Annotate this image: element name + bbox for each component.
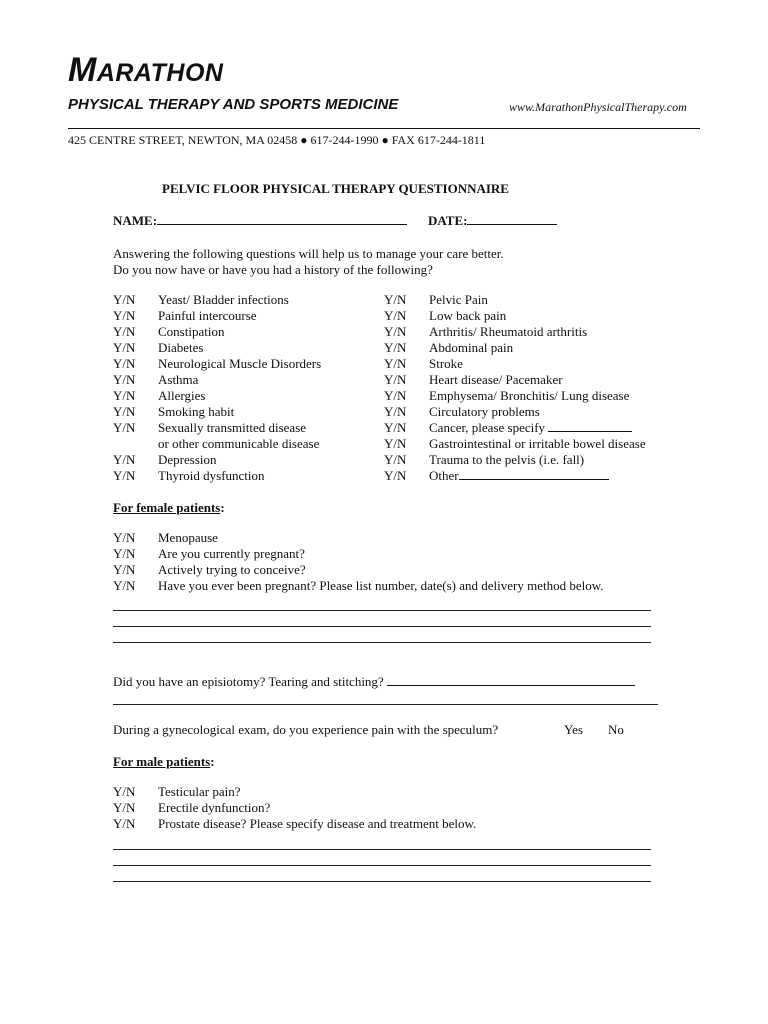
- intro-line-1: Answering the following questions will help us to manage your care better.: [113, 246, 504, 261]
- female-item-label: Menopause: [158, 530, 218, 545]
- male-section-heading: [113, 754, 215, 770]
- history-item: [113, 436, 321, 452]
- history-item-label: Emphysema/ Bronchitis/ Lung disease: [429, 388, 630, 403]
- history-item: [113, 452, 321, 468]
- history-item-label: Sexually transmitted disease: [158, 420, 307, 435]
- history-item: [384, 436, 646, 452]
- episiotomy-answer-blank[interactable]: [387, 674, 635, 686]
- yn-choice[interactable]: Y/N: [113, 468, 136, 483]
- yn-choice[interactable]: Y/N: [113, 816, 136, 831]
- yn-choice[interactable]: Y/N: [384, 292, 407, 307]
- yn-choice[interactable]: Y/N: [113, 800, 136, 815]
- website-link[interactable]: www.MarathonPhysicalTherapy.com: [509, 100, 687, 114]
- yn-choice[interactable]: Y/N: [384, 420, 407, 435]
- prostate-answer-line-3[interactable]: [113, 881, 651, 882]
- episiotomy-question: [113, 674, 635, 690]
- history-item-label: Asthma: [158, 372, 199, 387]
- history-item-label: Gastrointestinal or irritable bowel disease: [429, 436, 646, 451]
- history-item: [384, 388, 646, 404]
- history-item: [113, 340, 321, 356]
- history-item-label: Painful intercourse: [158, 308, 257, 323]
- pregnancy-answer-line-2[interactable]: [113, 626, 651, 627]
- history-item: [113, 308, 321, 324]
- name-field[interactable]: [113, 213, 407, 229]
- history-item-label: Allergies: [158, 388, 206, 403]
- yn-choice[interactable]: Y/N: [113, 308, 136, 323]
- history-item-label: Other: [429, 468, 459, 483]
- brand-initial: M: [68, 51, 97, 89]
- yn-choice[interactable]: Y/N: [113, 784, 136, 799]
- yn-choice[interactable]: Y/N: [384, 340, 407, 355]
- yn-choice[interactable]: Y/N: [384, 324, 407, 339]
- prostate-answer-line-1[interactable]: [113, 849, 651, 850]
- clinic-address: 425 CENTRE STREET, NEWTON, MA 02458 ● 617-244-1990 ● FAX 617-244-1811: [68, 133, 486, 147]
- history-item: [384, 420, 646, 436]
- history-item: [113, 404, 321, 420]
- yn-choice[interactable]: Y/N: [113, 530, 136, 545]
- male-item-label: Prostate disease? Please specify disease and treatment below.: [158, 816, 477, 831]
- history-item-label: or other communicable disease: [158, 436, 320, 451]
- history-item-label: Trauma to the pelvis (i.e. fall): [429, 452, 585, 467]
- female-item-label: Have you ever been pregnant? Please list number, date(s) and delivery method below.: [158, 578, 604, 593]
- male-item: [113, 784, 476, 800]
- yn-choice[interactable]: Y/N: [113, 388, 136, 403]
- yn-choice[interactable]: Y/N: [113, 372, 136, 387]
- history-item: [384, 356, 646, 372]
- name-blank[interactable]: [157, 213, 407, 225]
- female-item: [113, 562, 604, 578]
- yn-choice[interactable]: Y/N: [384, 308, 407, 323]
- history-item: [384, 324, 646, 340]
- header-divider: [68, 128, 700, 129]
- history-item-label: Low back pain: [429, 308, 507, 323]
- date-label: DATE:: [428, 213, 468, 228]
- female-item-label: Are you currently pregnant?: [158, 546, 305, 561]
- yn-choice[interactable]: Y/N: [113, 578, 136, 593]
- female-item: [113, 530, 604, 546]
- female-list: [113, 530, 604, 594]
- yn-choice[interactable]: Y/N: [113, 324, 136, 339]
- history-item-label: Smoking habit: [158, 404, 235, 419]
- history-item: [113, 292, 321, 308]
- prostate-answer-line-2[interactable]: [113, 865, 651, 866]
- history-left-column: [113, 292, 321, 484]
- yn-choice[interactable]: Y/N: [384, 468, 407, 483]
- history-right-column: [384, 292, 646, 484]
- history-item-label: Circulatory problems: [429, 404, 540, 419]
- female-section-heading: [113, 500, 225, 516]
- yn-choice[interactable]: Y/N: [113, 404, 136, 419]
- yn-choice[interactable]: Y/N: [113, 546, 136, 561]
- yn-choice[interactable]: Y/N: [384, 452, 407, 467]
- episiotomy-answer-line[interactable]: [113, 704, 658, 705]
- name-label: NAME:: [113, 213, 158, 228]
- female-item-label: Actively trying to conceive?: [158, 562, 306, 577]
- female-item: [113, 578, 604, 594]
- yn-choice[interactable]: Y/N: [384, 356, 407, 371]
- male-list: [113, 784, 476, 832]
- history-item-label: Pelvic Pain: [429, 292, 488, 307]
- history-item-label: Abdominal pain: [429, 340, 514, 355]
- history-item: [384, 468, 646, 484]
- history-item: [384, 404, 646, 420]
- history-item: [113, 420, 321, 436]
- pregnancy-answer-line-3[interactable]: [113, 642, 651, 643]
- speculum-no-option[interactable]: No: [608, 722, 624, 737]
- male-heading-text: For male patients: [113, 754, 211, 769]
- history-item: [384, 292, 646, 308]
- brand-tagline: PHYSICAL THERAPY AND SPORTS MEDICINE: [68, 96, 399, 113]
- history-item: [113, 388, 321, 404]
- history-item-label: Heart disease/ Pacemaker: [429, 372, 563, 387]
- pregnancy-answer-line-1[interactable]: [113, 610, 651, 611]
- episiotomy-question-text: Did you have an episiotomy? Tearing and stitching?: [113, 674, 384, 689]
- history-item-label: Stroke: [429, 356, 463, 371]
- history-item: [113, 372, 321, 388]
- brand-name: [68, 50, 223, 93]
- other-specify-blank[interactable]: [459, 468, 609, 480]
- form-title: PELVIC FLOOR PHYSICAL THERAPY QUESTIONNAIRE: [162, 181, 509, 196]
- female-item: [113, 546, 604, 562]
- history-item: [384, 452, 646, 468]
- history-item-label: Depression: [158, 452, 217, 467]
- history-item: [113, 468, 321, 484]
- yn-choice[interactable]: Y/N: [113, 420, 136, 435]
- male-item-label: Erectile dynfunction?: [158, 800, 271, 815]
- history-item-label: Neurological Muscle Disorders: [158, 356, 322, 371]
- brand-rest: ARATHON: [96, 59, 224, 87]
- history-item: [384, 308, 646, 324]
- date-field[interactable]: [428, 213, 557, 229]
- history-item: [113, 356, 321, 372]
- history-item: [384, 372, 646, 388]
- yn-choice[interactable]: Y/N: [113, 452, 136, 467]
- male-item: [113, 816, 476, 832]
- yn-choice[interactable]: Y/N: [113, 356, 136, 371]
- yn-choice[interactable]: Y/N: [384, 436, 407, 451]
- female-heading-text: For female patients: [113, 500, 221, 515]
- speculum-yes-option[interactable]: Yes: [564, 722, 583, 737]
- history-item: [384, 340, 646, 356]
- male-item-label: Testicular pain?: [158, 784, 241, 799]
- history-item-label: Diabetes: [158, 340, 204, 355]
- date-blank[interactable]: [467, 213, 557, 225]
- history-item: [113, 324, 321, 340]
- intro-line-2: Do you now have or have you had a history of the following?: [113, 262, 433, 277]
- male-heading-colon: :: [210, 754, 215, 769]
- yn-choice[interactable]: Y/N: [384, 404, 407, 419]
- history-item-label: Cancer, please specify: [429, 420, 546, 435]
- history-item-label: Thyroid dysfunction: [158, 468, 265, 483]
- cancer-specify-blank[interactable]: [548, 420, 632, 432]
- yn-choice[interactable]: Y/N: [113, 562, 136, 577]
- female-heading-colon: :: [220, 500, 225, 515]
- yn-choice[interactable]: Y/N: [384, 372, 407, 387]
- yn-choice[interactable]: Y/N: [113, 340, 136, 355]
- history-item-label: Yeast/ Bladder infections: [158, 292, 289, 307]
- yn-choice[interactable]: Y/N: [113, 292, 136, 307]
- history-item-label: Arthritis/ Rheumatoid arthritis: [429, 324, 588, 339]
- male-item: [113, 800, 476, 816]
- speculum-question: During a gynecological exam, do you experience pain with the speculum?: [113, 722, 499, 737]
- history-item-label: Constipation: [158, 324, 225, 339]
- yn-choice[interactable]: Y/N: [384, 388, 407, 403]
